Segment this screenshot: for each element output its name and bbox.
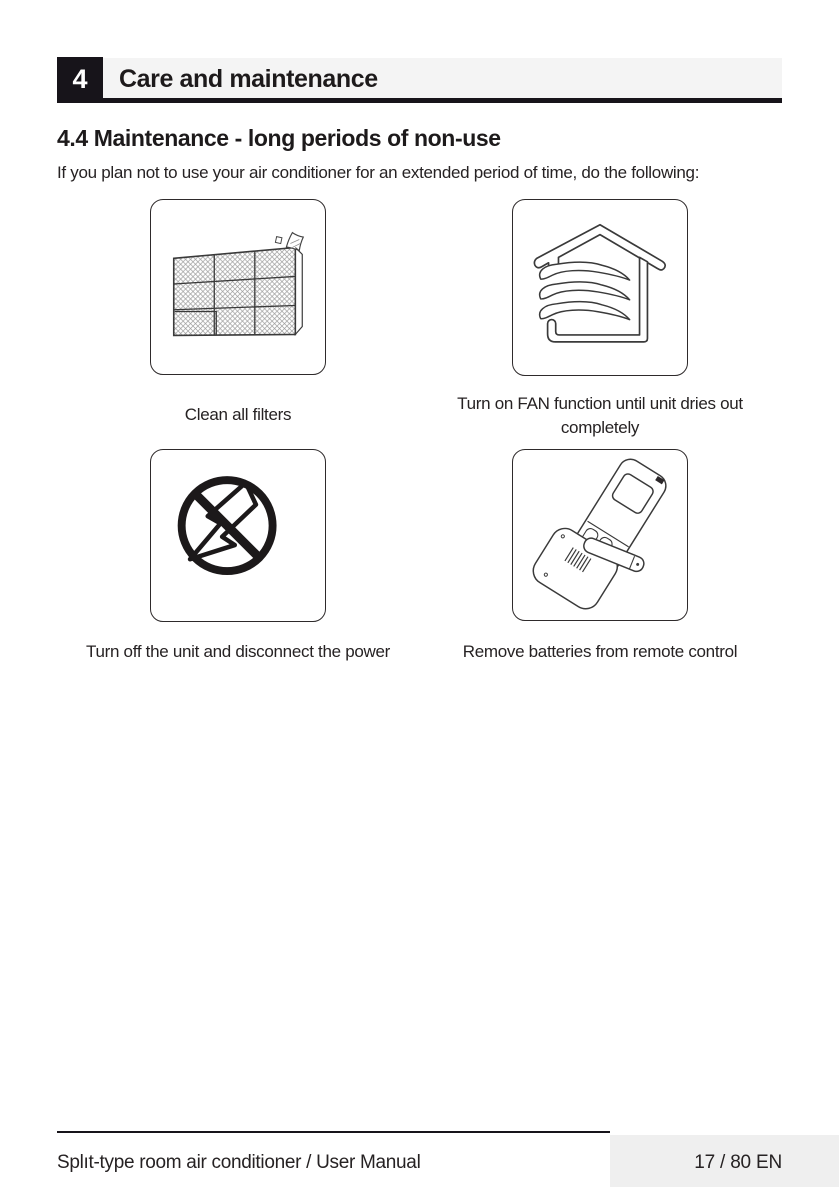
chapter-title: Care and maintenance [119, 65, 378, 93]
filter-mesh-icon [151, 200, 325, 374]
no-power-icon [151, 450, 325, 621]
figure-fan-dry [512, 199, 688, 376]
chapter-header-bar [103, 58, 782, 98]
header-divider [57, 98, 782, 103]
caption-remove-batteries: Remove batteries from remote control [462, 642, 738, 661]
remote-battery-icon [513, 450, 687, 620]
page-indicator: 17 / 80 EN [694, 1152, 782, 1173]
footer-divider [57, 1131, 610, 1133]
intro-text: If you plan not to use your air conditioner for an extended period of time, do the following: [57, 163, 700, 182]
figure-power-off [150, 449, 326, 622]
chapter-number: 4 [72, 64, 88, 94]
chapter-number-box [57, 57, 103, 103]
caption-clean-filters: Clean all filters [184, 405, 292, 424]
section-title: 4.4 Maintenance - long periods of non-use [57, 125, 501, 151]
footer-document-title: Splıt-type room air conditioner / User Manual [57, 1152, 421, 1173]
figure-clean-filters [150, 199, 326, 375]
caption-fan-dry: Turn on FAN function until unit dries out completely [457, 394, 743, 437]
figure-remove-batteries [512, 449, 688, 621]
house-airflow-icon [513, 200, 687, 375]
caption-power-off: Turn off the unit and disconnect the power [86, 642, 390, 661]
